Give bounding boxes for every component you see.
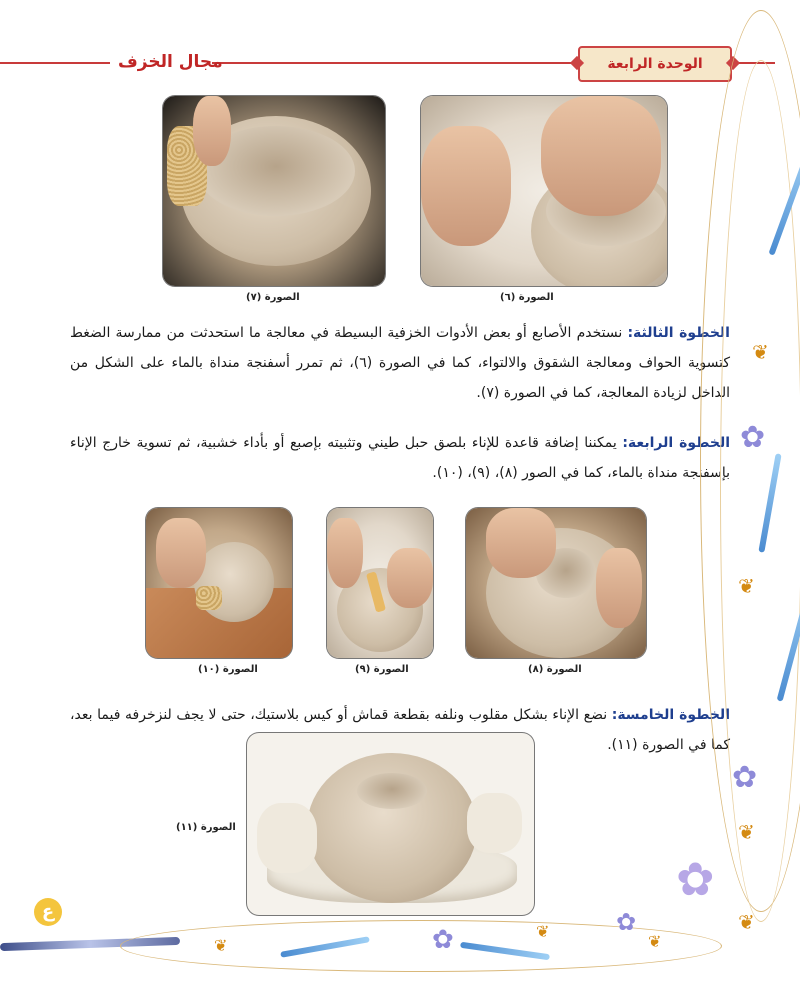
header-rule-middle — [212, 62, 572, 64]
butterfly-icon: ❦ — [738, 910, 755, 934]
photo-9 — [327, 508, 433, 658]
flower-icon: ✿ — [740, 420, 766, 455]
butterfly-icon: ❦ — [738, 574, 755, 598]
photo-10 — [146, 508, 292, 658]
paragraph-step-4 — [70, 428, 730, 488]
hand — [156, 518, 206, 588]
hand — [421, 126, 511, 246]
step-4-label: الخطوة الرابعة: — [622, 435, 730, 451]
caption-photo-8: الصورة (٨) — [528, 664, 582, 675]
inverted-bowl — [194, 542, 274, 622]
step-5-label: الخطوة الخامسة: — [611, 707, 730, 723]
hand — [387, 548, 433, 608]
header-rule-left — [0, 62, 110, 64]
sponge — [196, 586, 222, 610]
unit-badge — [578, 46, 732, 82]
caption-photo-6: الصورة (٦) — [500, 292, 554, 303]
flower-icon: ✿ — [616, 908, 637, 936]
step-3-text: نستخدم الأصابع أو بعض الأدوات الخزفية البسيطة في معالجة ما استحدثت من ممارسة الضغط كتسوية الحواف ومعالجة الشقوق والالتواء، كما في الصورة (٦)، ثم تمرر أسفنجة منداة بالماء على الشكل من الداخل لزيادة المعالجة، كما في الصورة (٧). — [70, 325, 730, 401]
step-3-label: الخطوة الثالثة: — [627, 325, 730, 341]
cloth-knot-left — [257, 803, 317, 873]
hand — [596, 548, 642, 628]
flower-icon: ✿ — [732, 760, 758, 795]
cloth-knot-right — [467, 793, 522, 853]
butterfly-icon: ❦ — [738, 820, 755, 844]
butterfly-icon: ❦ — [214, 936, 228, 955]
butterfly-icon: ❦ — [648, 932, 662, 951]
hand — [193, 96, 231, 166]
caption-photo-7: الصورة (٧) — [246, 292, 300, 303]
hand — [486, 508, 556, 578]
section-title: مجال الخزف — [118, 52, 223, 72]
photo-6 — [421, 96, 667, 286]
caption-photo-11: الصورة (١١) — [176, 822, 236, 833]
unit-badge-label: الوحدة الرابعة — [607, 56, 703, 72]
photo-7 — [163, 96, 385, 286]
flower-icon: ✿ — [676, 852, 715, 906]
flower-icon: ✿ — [432, 925, 454, 955]
step-5-text: نضع الإناء بشكل مقلوب ونلفه بقطعة قماش أو كيس بلاستيك، حتى لا يجف لنزخرفه فيما بعد، كما في الصورة (١١). — [70, 707, 730, 753]
paragraph-step-3 — [70, 318, 730, 408]
publisher-logo: ع — [34, 898, 62, 926]
step-4-text: يمكننا إضافة قاعدة للإناء بلصق حبل طيني وتثبيته بإصبع أو بأداء خشبية، ثم تسوية خارج الإناء بإسفنجة منداة بالماء، كما في الصور (٨)، (٩)، (١٠). — [70, 435, 730, 481]
hand — [327, 518, 363, 588]
butterfly-icon: ❦ — [752, 340, 769, 364]
caption-photo-9: الصورة (٩) — [355, 664, 409, 675]
photo-8 — [466, 508, 646, 658]
base-ring — [357, 773, 427, 809]
photo-11 — [247, 733, 534, 915]
caption-photo-10: الصورة (١٠) — [198, 664, 258, 675]
butterfly-icon: ❦ — [536, 922, 550, 941]
hand — [541, 96, 661, 216]
